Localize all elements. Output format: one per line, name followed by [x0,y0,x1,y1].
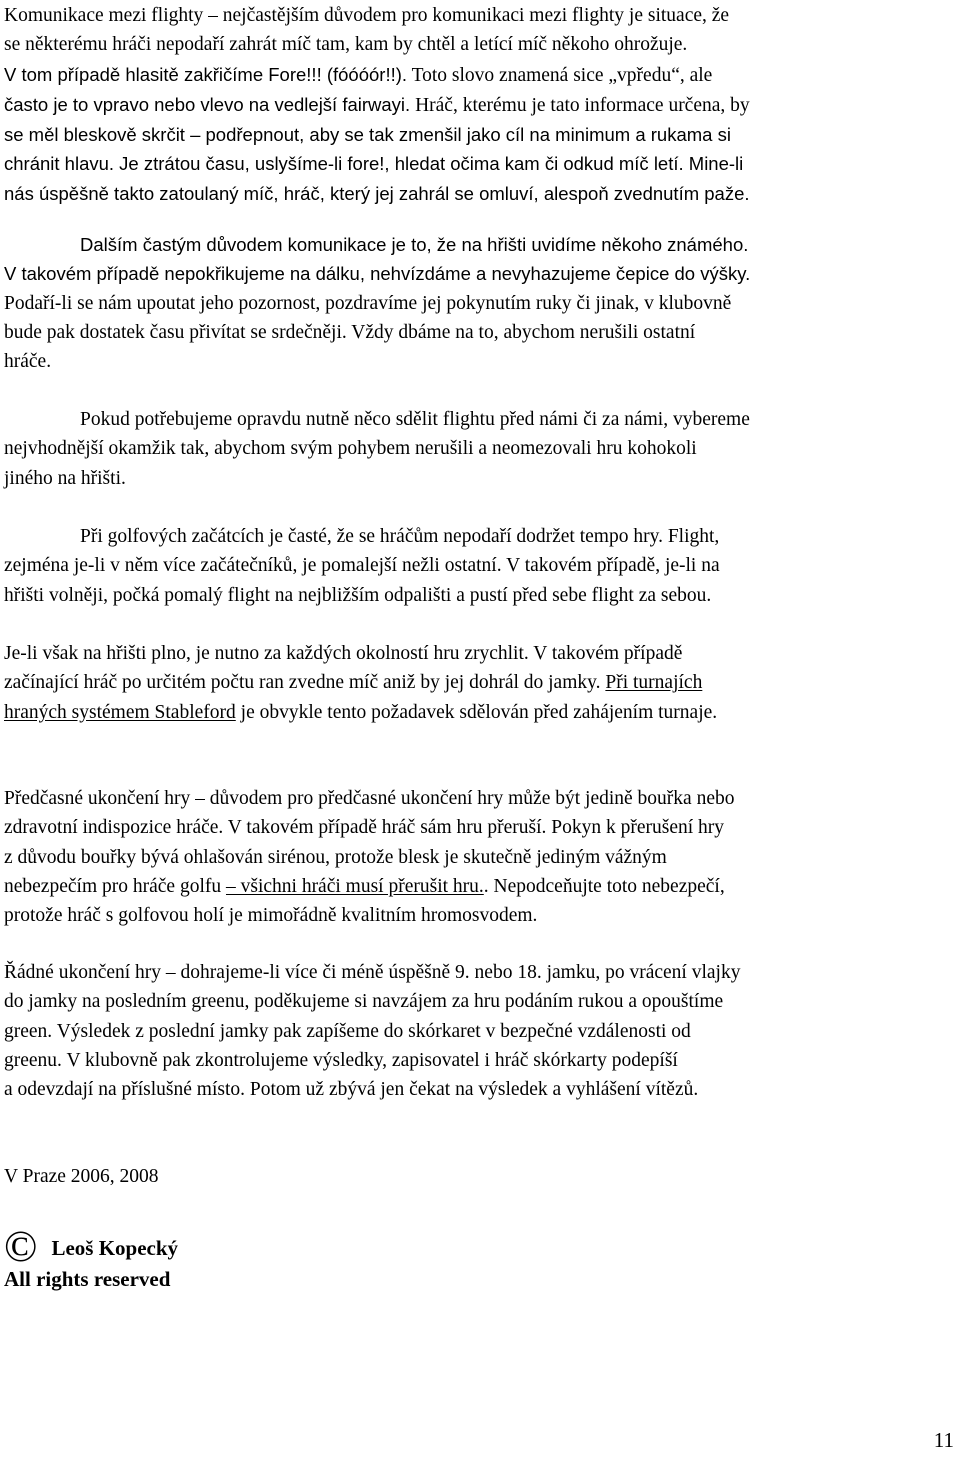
text-line: Dalším častým důvodem komunikace je to, že na hřišti uvidíme někoho známého. [80,234,749,255]
text-line: se měl bleskově skrčit – podřepnout, aby se tak zmenšil jako cíl na minimum a rukama si [4,124,731,146]
text-line: do jamky na posledním greenu, poděkujeme si navzájem za hru podáním rukou a opouštíme [4,991,724,1013]
text-run: nebezpečím pro hráče golfu [4,875,226,897]
paragraph-pace-of-play [4,522,956,610]
text-run: V tom případě hlasitě zakřičíme Fore!!! (fóóóór!!). [4,63,408,85]
text-line: zejména je-li v něm více začátečníků, je pomalejší nežli ostatní. V takovém případě, je-li na [4,555,720,577]
text-line: a odevzdají na příslušné místo. Potom už zbývá jen čekat na výsledek a vyhlášení vítězů. [4,1079,699,1101]
text-run: Hráč, kterému je tato informace určena, by [410,94,750,116]
text-run: Toto slovo znamená sice „vpředu“, ale [407,64,713,86]
underlined-text: hraných systémem Stableford [4,701,236,723]
text-run: . Nepodceňujte toto nebezpečí, [483,875,725,897]
page-number: 11 [933,1428,954,1452]
text-line [4,698,956,727]
text-line [4,668,956,697]
text-line: hřišti volněji, počká pomalý flight na nejbližším odpališti a pustí před sebe flight za sebou. [4,584,712,606]
text-line: green. Výsledek z poslední jamky pak zapíšeme do skórkaret v bezpečné vzdálenosti od [4,1020,691,1042]
underlined-text: – všichni hráči musí přerušit hru. [225,875,484,897]
text-line: greenu. V klubovně pak zkontrolujeme výsledky, zapisovatel i hráč skórkarty podepíší [4,1049,678,1071]
paragraph-regular-termination [4,958,956,1104]
paragraph-fore [4,1,956,208]
text-run: je obvykle tento požadavek sdělován před zahájením turnaje. [235,701,718,723]
text-line: se některému hráči nepodaří zahrát míč tam, kam by chtěl a letící míč někoho ohrožuje. [4,34,688,56]
text-line: z důvodu bouřky bývá ohlašován sirénou, protože blesk je skutečně jediným vážným [4,846,667,868]
text-line: protože hráč s golfovou holí je mimořádně kvalitním hromosvodem. [4,905,538,927]
text-line: jiného na hřišti. [4,467,126,489]
text-line: Podaří-li se nám upoutat jeho pozornost, pozdravíme jej pokynutím ruky či jinak, v klubovně [4,292,732,314]
text-line: hráče. [4,351,52,373]
underlined-text: Při turnajích [605,672,703,694]
copyright-icon: © [4,1222,38,1271]
text-line: nás úspěšně takto zatoulaný míč, hráč, který jej zahrál se omluví, alespoň zvednutím paže. [4,182,750,204]
text-line: Komunikace mezi flighty – nejčastějším důvodem pro komunikaci mezi flighty je situace, že [4,5,730,26]
text-line [4,60,956,90]
text-line: Řádné ukončení hry – dohrajeme-li více či méně úspěšně 9. nebo 18. jamku, po vrácení vlajky [4,962,741,983]
text-line: chránit hlavu. Je ztrátou času, uslyšíme-li fore!, hledat očima kam či odkud míč letí. Mine-li [4,153,744,175]
text-line: Je-li však na hřišti plno, je nutno za každých okolností hru zrychlit. V takovém případě [4,643,683,664]
paragraph-early-termination [4,784,956,930]
paragraph-acquaintance [4,230,956,376]
text-run: začínající hráč po určitém počtu ran zvedne míč aniž by jej dohrál do jamky. [4,672,606,694]
text-run: často je to vpravo nebo vlevo na vedlejší fairwayi. [4,93,411,115]
author-line [4,1222,179,1271]
paragraph-urgent-message [4,405,956,493]
text-line [4,90,956,120]
text-line: V takovém případě nepokřikujeme na dálku, nehvízdáme a nevyhazujeme čepice do výšky. [4,263,751,285]
paragraph-speed-up [4,639,956,727]
text-line: nejvhodnější okamžik tak, abychom svým pohybem nerušili a neomezovali hru kohokoli [4,438,697,460]
text-line [4,872,956,901]
text-line: Předčasné ukončení hry – důvodem pro předčasné ukončení hry může být jedině bouřka nebo [4,788,735,809]
text-line: Při golfových začátcích je časté, že se hráčům nepodaří dodržet tempo hry. Flight, [80,526,720,547]
text-line: Pokud potřebujeme opravdu nutně něco sdělit flightu před námi či za námi, vybereme [80,409,750,430]
text-line: zdravotní indispozice hráče. V takovém případě hráč sám hru přeruší. Pokyn k přerušení hry [4,817,725,839]
rights-notice: All rights reserved [4,1267,171,1291]
text-line: bude pak dostatek času přivítat se srdečněji. Vždy dbáme na to, abychom nerušili ostatní [4,321,696,343]
author-name: Leoš Kopecký [51,1236,179,1260]
place-date: V Praze 2006, 2008 [4,1166,159,1187]
